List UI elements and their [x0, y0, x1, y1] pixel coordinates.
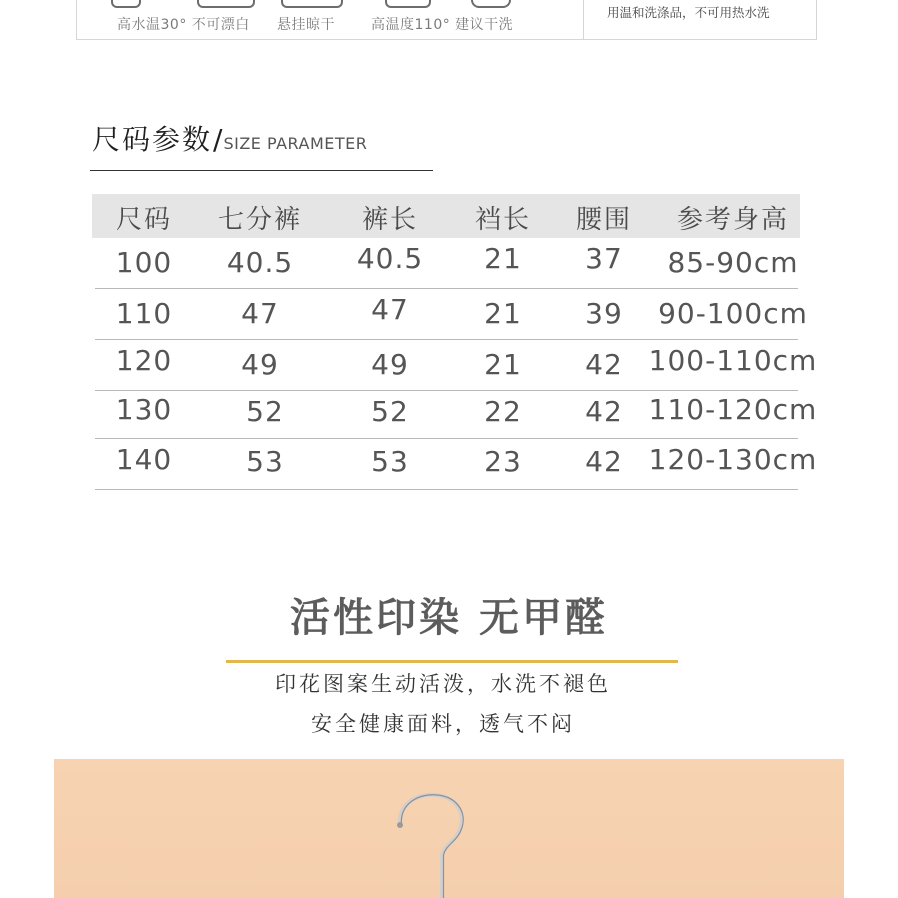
size-section-title: [92, 118, 367, 158]
cell-pants-length: 52: [371, 395, 409, 428]
feature-description-line-1: 印花图案生动活泼，水洗不褪色: [275, 672, 611, 696]
cell-waist: 42: [585, 445, 623, 478]
dry-clean-icon: [471, 0, 511, 8]
cell-cropped-pants: 40.5: [226, 246, 294, 279]
size-title-underline: [90, 170, 433, 171]
table-row: [95, 340, 818, 391]
header-reference-height: 参考身高: [676, 205, 790, 235]
header-size: 尺码: [115, 205, 173, 235]
iron-icon: [385, 0, 431, 8]
care-note: 用温和洗涤品，不可用热水洗: [607, 5, 770, 20]
cell-pants-length: 47: [371, 293, 409, 326]
cell-pants-length: 53: [371, 445, 409, 478]
product-photo-panel: [54, 759, 844, 898]
care-label-hang: 悬挂晾干: [277, 17, 335, 33]
feature-description-line-2: 安全健康面料，透气不闷: [311, 712, 575, 736]
cell-crotch-length: 23: [484, 445, 522, 478]
cell-size: 130: [115, 393, 173, 426]
cell-crotch-length: 22: [484, 395, 522, 428]
table-row: [95, 238, 798, 289]
cell-crotch-length: 21: [484, 348, 522, 381]
cell-pants-length: 49: [371, 348, 409, 381]
header-pants-length: 裤长: [361, 205, 419, 235]
cell-reference-height: 120-130cm: [648, 443, 818, 476]
table-row: [95, 439, 818, 490]
cell-size: 120: [115, 344, 173, 377]
cell-cropped-pants: 53: [246, 445, 284, 478]
hanger-icon: [384, 789, 504, 898]
hang-dry-icon: [281, 0, 343, 8]
care-label-iron: 高温度110° 建议干洗: [371, 17, 514, 33]
header-waist: 腰围: [575, 205, 633, 235]
cell-size: 140: [115, 443, 173, 476]
size-title-en: SIZE PARAMETER: [223, 134, 368, 153]
cell-waist: 42: [585, 395, 623, 428]
cell-reference-height: 110-120cm: [648, 393, 818, 426]
care-divider: [583, 0, 584, 40]
no-bleach-icon: [197, 0, 255, 8]
cell-cropped-pants: 52: [246, 395, 284, 428]
size-title-cn: 尺码参数: [92, 123, 213, 156]
cell-size: 100: [115, 246, 173, 279]
header-cropped-pants: 七分裤: [217, 205, 303, 235]
cell-reference-height: 90-100cm: [658, 297, 808, 330]
table-header: [92, 194, 800, 238]
cell-waist: 37: [585, 242, 623, 275]
table-row: [95, 289, 808, 340]
header-crotch-length: 裆长: [474, 205, 532, 235]
cell-crotch-length: 21: [484, 297, 522, 330]
size-title-slash: /: [213, 123, 223, 156]
cell-cropped-pants: 47: [241, 297, 279, 330]
cell-size: 110: [115, 297, 173, 330]
cell-crotch-length: 21: [484, 242, 522, 275]
wash-temperature-icon: [111, 0, 141, 8]
feature-accent-line: [226, 660, 678, 663]
cell-reference-height: 85-90cm: [667, 246, 799, 279]
cell-pants-length: 40.5: [356, 242, 424, 275]
size-table: [92, 194, 818, 490]
care-label-wash: 高水温30° 不可漂白: [117, 17, 250, 33]
cell-waist: 42: [585, 348, 623, 381]
feature-title: 活性印染 无甲醛: [290, 595, 608, 641]
cell-reference-height: 100-110cm: [648, 344, 818, 377]
table-row: [95, 391, 818, 439]
cell-cropped-pants: 49: [241, 348, 279, 381]
care-instructions-strip: [76, 0, 817, 40]
cell-waist: 39: [585, 297, 623, 330]
